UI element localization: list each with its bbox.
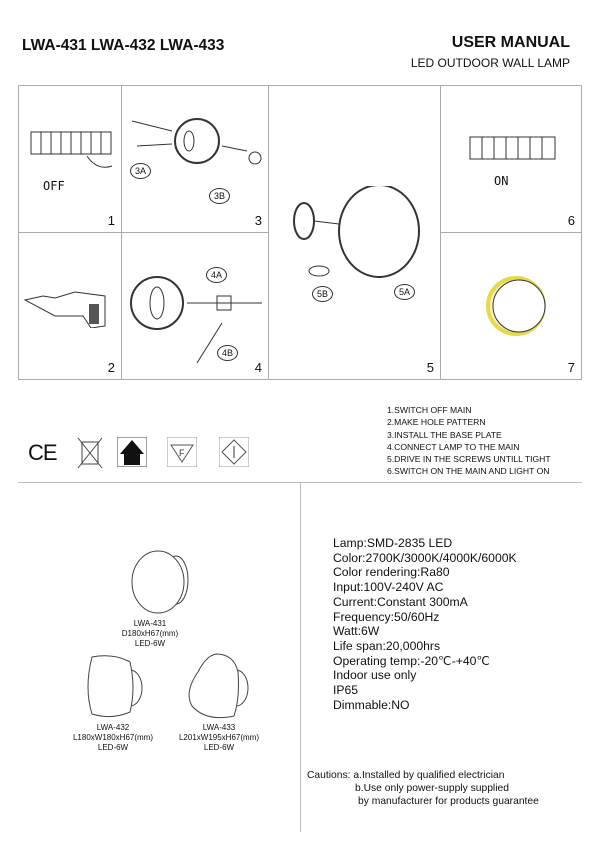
step-cell-6 xyxy=(440,85,582,233)
step-cell-3 xyxy=(121,85,269,233)
svg-text:F: F xyxy=(179,448,185,458)
caution-b-cont: by manufacturer for products guarantee xyxy=(358,796,539,807)
weee-bin-icon xyxy=(76,434,104,470)
i-mark-icon xyxy=(219,437,249,467)
label-5a: 5A xyxy=(394,284,415,300)
spec-line: Dimmable:NO xyxy=(333,697,410,712)
spec-line: Life span:20,000hrs xyxy=(333,638,441,653)
installation-steps xyxy=(387,404,551,478)
product-caption-lwa-431: LWA-431 D180xH67(mm) LED-6W xyxy=(121,619,179,648)
step-number: 2 xyxy=(107,360,115,375)
spec-line: IP65 xyxy=(333,683,359,698)
class2-house-icon xyxy=(117,437,147,467)
product-caption-lwa-432: LWA-432 L180xW180xH67(mm) LED-6W xyxy=(72,723,154,752)
lwa-432-square-lamp-icon xyxy=(82,654,144,720)
product-caption-lwa-433: LWA-433 L201xW195xH67(mm) LED-6W xyxy=(178,723,260,752)
spec-line: Operating temp:-20℃-+40℃ xyxy=(333,653,491,668)
step-cell-5 xyxy=(268,85,441,380)
lamp-mounting-icon xyxy=(284,186,434,296)
ce-mark-icon: CE xyxy=(28,440,57,465)
label-4a: 4A xyxy=(206,267,227,283)
lwa-431-round-lamp-icon xyxy=(130,548,190,618)
model-numbers: LWA-431 LWA-432 LWA-433 xyxy=(22,37,225,54)
step-number: 6 xyxy=(567,213,575,228)
label-4b: 4B xyxy=(217,345,238,361)
step-cell-2 xyxy=(18,232,122,380)
spec-line: Lamp:SMD-2835 LED xyxy=(333,536,453,550)
spec-line: Indoor use only xyxy=(333,668,417,683)
step-text: 2.MAKE HOLE PATTERN xyxy=(387,417,486,428)
spec-line: Frequency:50/60Hz xyxy=(333,609,440,624)
divider xyxy=(300,482,301,832)
lwa-433-triangular-lamp-icon xyxy=(186,652,251,720)
doc-title: USER MANUAL xyxy=(451,34,570,51)
label-5b: 5B xyxy=(312,286,333,302)
step-cell-7 xyxy=(440,232,582,380)
step-text: 4.CONNECT LAMP TO THE MAIN xyxy=(387,441,520,452)
wiring-connection-icon xyxy=(127,263,267,373)
step-text: 3.INSTALL THE BASE PLATE xyxy=(387,429,502,440)
caution-a: Cautions: a.Installed by qualified electrician xyxy=(307,770,505,781)
spec-line: Watt:6W xyxy=(333,624,380,639)
breaker-on-icon xyxy=(466,131,561,171)
cautions xyxy=(307,769,539,808)
step-text: 5.DRIVE IN THE SCREWS UNTILL TIGHT xyxy=(387,454,551,465)
spec-line: Input:100V-240V AC xyxy=(333,580,444,595)
step-text: 1.SWITCH OFF MAIN xyxy=(387,405,472,415)
breaker-off-icon xyxy=(27,126,117,186)
f-mark-icon xyxy=(167,437,197,467)
off-label: OFF xyxy=(43,179,65,193)
step-text: 6.SWITCH ON THE MAIN AND LIGHT ON xyxy=(387,466,550,477)
spec-line: Color rendering:Ra80 xyxy=(333,565,450,580)
drill-icon xyxy=(23,278,118,328)
on-label: ON xyxy=(494,174,509,188)
step-number: 3 xyxy=(254,213,262,228)
caution-b: b.Use only power-supply supplied xyxy=(355,783,509,794)
step-cell-1 xyxy=(18,85,122,233)
step-number: 1 xyxy=(107,213,115,228)
lit-lamp-icon xyxy=(481,273,551,343)
base-plate-screws-icon xyxy=(127,106,267,196)
spec-line: Color:2700K/3000K/4000K/6000K xyxy=(333,550,517,565)
step-cell-4 xyxy=(121,232,269,380)
step-number: 7 xyxy=(567,360,575,375)
step-number: 4 xyxy=(254,360,262,375)
step-number: 5 xyxy=(426,360,434,375)
specifications xyxy=(333,536,517,712)
label-3a: 3A xyxy=(130,163,151,179)
doc-subtitle: LED OUTDOOR WALL LAMP xyxy=(410,56,570,70)
spec-line: Current:Constant 300mA xyxy=(333,594,468,609)
label-3b: 3B xyxy=(209,188,230,204)
